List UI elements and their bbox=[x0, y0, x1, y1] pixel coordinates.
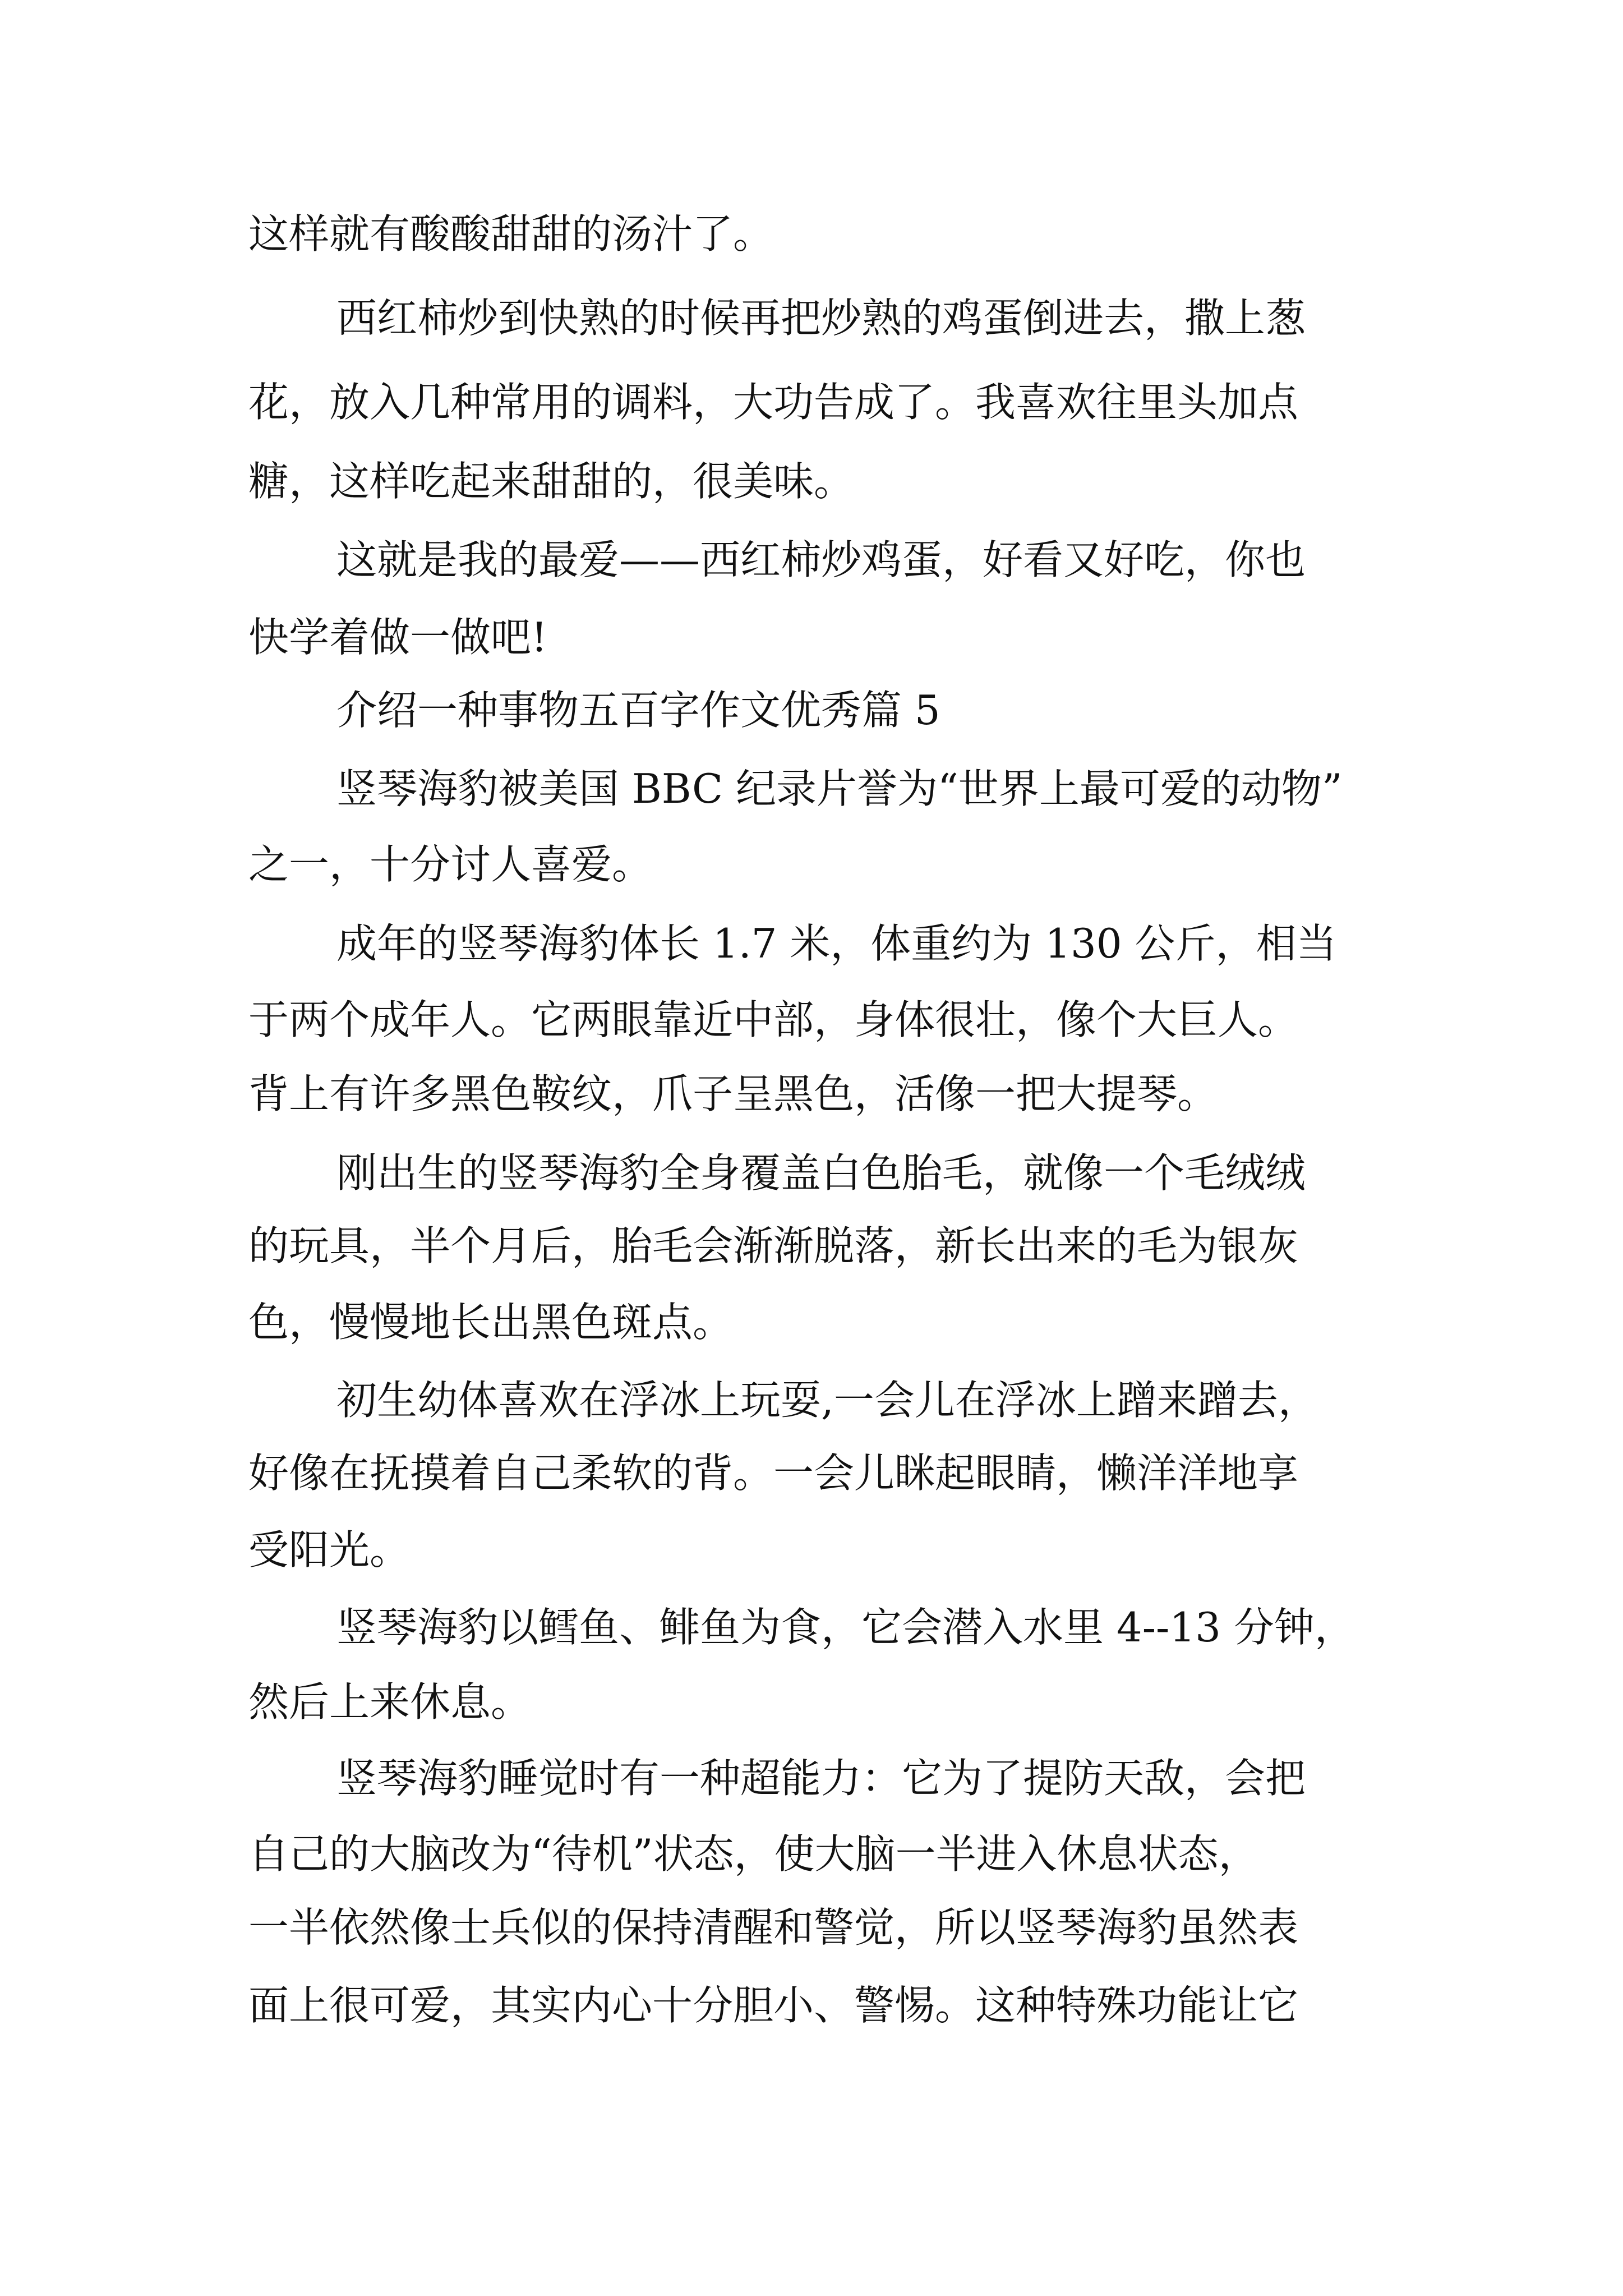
text-line: 好像在抚摸着自己柔软的背。一会儿眯起眼睛，懒洋洋地享 bbox=[248, 1450, 1299, 1497]
text-line: 一半依然像士兵似的保持清醒和警觉，所以竖琴海豹虽然表 bbox=[248, 1904, 1299, 1951]
text-line: 面上很可爱，其实内心十分胆小、警惕。这种特殊功能让它 bbox=[248, 1982, 1299, 2029]
text-line: 背上有许多黑色鞍纹，爪子呈黑色，活像一把大提琴。 bbox=[248, 1070, 1218, 1117]
paragraph-start: 初生幼体喜欢在浮冰上玩耍,一会儿在浮冰上蹭来蹭去， bbox=[336, 1377, 1318, 1424]
text-line: 糖，这样吃起来甜甜的，很美味。 bbox=[248, 458, 855, 505]
text-line: 的玩具，半个月后，胎毛会渐渐脱落，新长出来的毛为银灰 bbox=[248, 1222, 1299, 1269]
text-line: 受阳光。 bbox=[248, 1526, 411, 1573]
paragraph-start: 这就是我的最爱——西红柿炒鸡蛋，好看又好吃，你也 bbox=[336, 536, 1306, 583]
paragraph-start: 竖琴海豹以鳕鱼、鲱鱼为食，它会潜入水里 4--13 分钟， bbox=[336, 1604, 1355, 1651]
text-line: 于两个成年人。它两眼靠近中部，身体很壮，像个大巨人。 bbox=[248, 996, 1299, 1043]
text-line: 这样就有酸酸甜甜的汤汁了。 bbox=[248, 210, 774, 257]
paragraph-start: 成年的竖琴海豹体长 1.7 米，体重约为 130 公斤，相当 bbox=[336, 920, 1337, 967]
paragraph-start: 竖琴海豹睡觉时有一种超能力：它为了提防天敌，会把 bbox=[336, 1755, 1306, 1802]
section-heading: 介绍一种事物五百字作文优秀篇 5 bbox=[336, 687, 940, 734]
paragraph-start: 西红柿炒到快熟的时候再把炒熟的鸡蛋倒进去，撒上葱 bbox=[336, 295, 1306, 342]
text-line: 快学着做一做吧! bbox=[248, 614, 547, 661]
text-line: 花，放入几种常用的调料，大功告成了。我喜欢往里头加点 bbox=[248, 379, 1299, 426]
text-line: 之一，十分讨人喜爱。 bbox=[248, 841, 653, 888]
paragraph-start: 刚出生的竖琴海豹全身覆盖白色胎毛，就像一个毛绒绒 bbox=[336, 1149, 1306, 1197]
text-line: 自己的大脑改为“待机”状态，使大脑一半进入休息状态， bbox=[248, 1830, 1259, 1878]
text-line: 然后上来休息。 bbox=[248, 1678, 532, 1726]
paragraph-start: 竖琴海豹被美国 BBC 纪录片誉为“世界上最可爱的动物” bbox=[336, 765, 1343, 812]
text-line: 色，慢慢地长出黑色斑点。 bbox=[248, 1299, 734, 1346]
